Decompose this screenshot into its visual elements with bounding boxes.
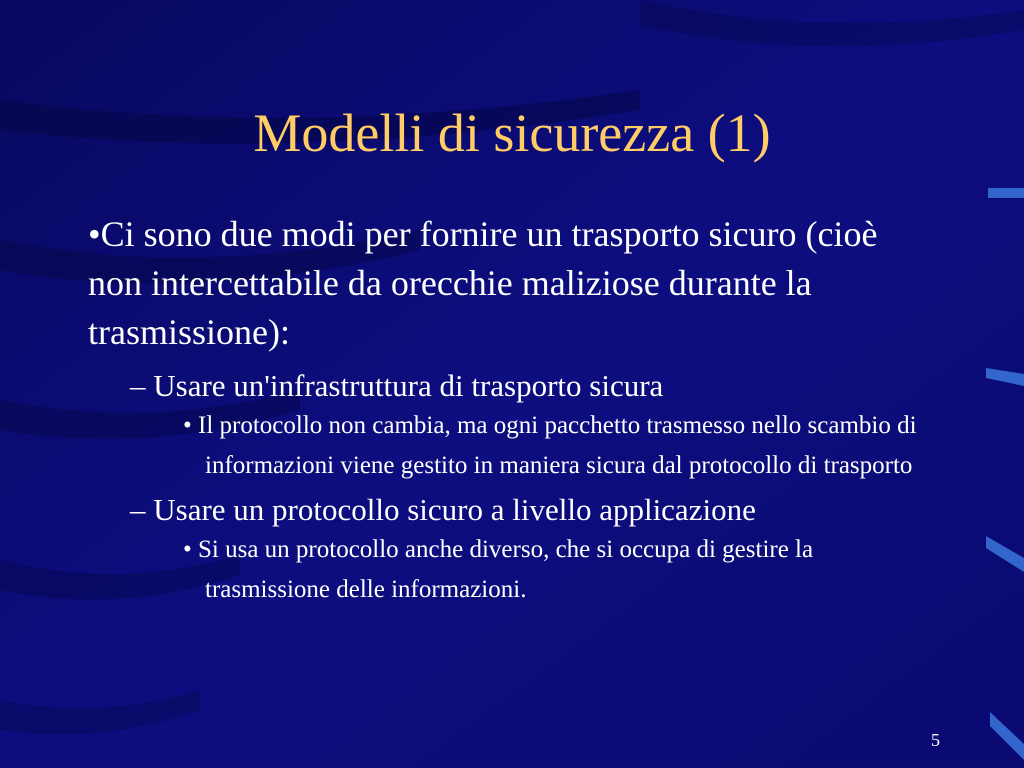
- page-number: 5: [931, 730, 940, 750]
- slide-content: [88, 210, 968, 610]
- slide-title: Modelli di sicurezza (1): [253, 103, 771, 163]
- accent-bar: [988, 188, 1024, 198]
- bullet-level2: – Usare un protocollo sicuro a livello applicazione: [130, 492, 756, 527]
- bullet-level3: • Il protocollo non cambia, ma ogni pacchetto trasmesso nello scambio di informazioni viene gestito in maniera sicura dal protocollo di trasporto: [183, 412, 917, 479]
- bullet-level2: – Usare un'infrastruttura di trasporto sicura: [130, 368, 664, 403]
- bullet-level3: • Si usa un protocollo anche diverso, che si occupa di gestire la trasmissione delle informazioni.: [183, 536, 814, 603]
- bullet-level1: •Ci sono due modi per fornire un trasporto sicuro (cioè non intercettabile da orecchie maliziose durante la trasmissione):: [88, 214, 878, 352]
